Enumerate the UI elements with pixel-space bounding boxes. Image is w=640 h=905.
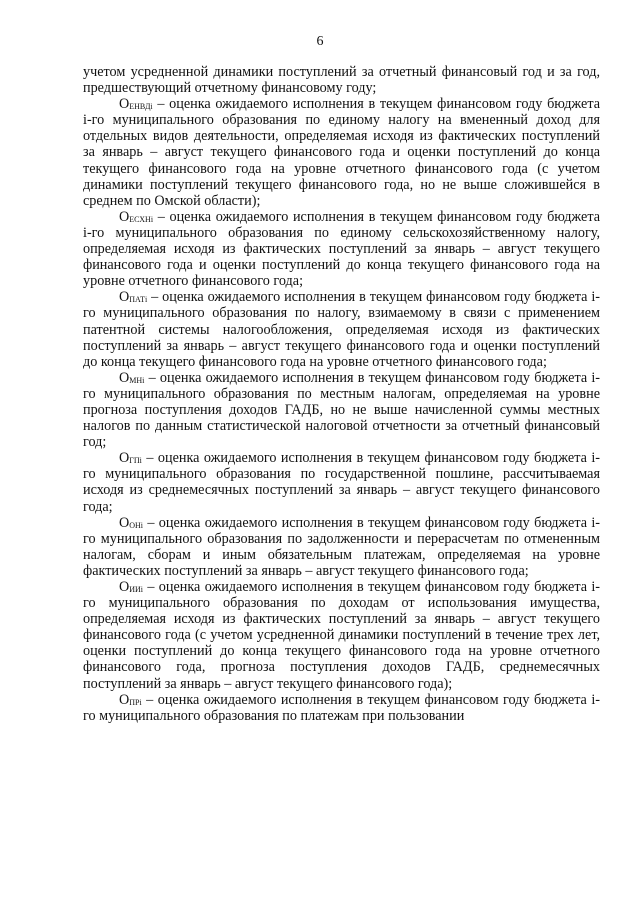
- definition-text: – оценка ожидаемого исполнения в текущем финансовом году бюджета i-го муниципального образования по задолженности и перерасчетам по отмененным налогам, сборам и иным обязательным платежам, определяемая на уровне фактических поступлений за январь – август текущего финансового года;: [83, 514, 600, 579]
- formula-symbol: О: [119, 691, 130, 708]
- formula-subscript: ПАТi: [129, 295, 148, 305]
- formula-symbol: О: [119, 579, 130, 595]
- definition-on: [83, 515, 600, 579]
- definition-envd: [83, 96, 600, 209]
- definition-text: – оценка ожидаемого исполнения в текущем финансовом году бюджета i-го муниципального образования по единому сельскохозяйственному налогу, определяемая исходя из фактических поступлений за январь – август текущего финансового года и оценки поступлений до конца текущего финансового года на уровне отчетного финансового года;: [83, 208, 600, 290]
- formula-subscript: ОНi: [129, 520, 144, 530]
- formula-subscript: ГПi: [129, 456, 142, 466]
- document-body: [83, 64, 600, 724]
- definition-mn: [83, 370, 600, 450]
- definition-ii: [83, 579, 600, 692]
- intro-paragraph: учетом усредненной динамики поступлений за отчетный финансовый год и за год, предшествующий отчетному финансовому году;: [83, 64, 600, 97]
- formula-symbol: О: [119, 514, 130, 531]
- page-number: 6: [316, 34, 324, 49]
- formula-symbol: О: [119, 96, 130, 113]
- formula-subscript: ЕСХНi: [129, 214, 154, 224]
- definition-pat: [83, 289, 600, 369]
- formula-subscript: ПРi: [129, 697, 142, 707]
- definition-gp: [83, 450, 600, 514]
- definition-pr: [83, 692, 600, 724]
- formula-subscript: ИИi: [129, 585, 144, 594]
- definition-eshn: [83, 209, 600, 289]
- definition-text: – оценка ожидаемого исполнения в текущем финансовом году бюджета i-го муниципального образования по налогу, взимаемому в связи с применением патентной системы налогообложения, определяемая исходя из фактических поступлений за январь – август текущего финансового года и оценки поступлений до конца текущего финансового года на уровне отчетного финансового года;: [83, 289, 600, 370]
- formula-symbol: О: [119, 208, 130, 225]
- definition-text: – оценка ожидаемого исполнения в текущем финансовом году бюджета i-го муниципального образования по доходам от использования имущества, определяемая исходя из фактических поступлений за январь – август текущего финансового года (с учетом усредненной динамики поступлений в течение трех лет, оценки поступлений до конца текущего финансового года на уровне отчетного финансового года, прогноза поступления доходов ГАДБ, среднемесячных поступлений за январь – август текущего финансового года);: [83, 579, 600, 692]
- formula-symbol: О: [119, 289, 130, 306]
- formula-subscript: ЕНВДi: [129, 102, 153, 112]
- formula-subscript: МНi: [129, 375, 145, 385]
- definition-text: – оценка ожидаемого исполнения в текущем финансовом году бюджета i-го муниципального образования по государственной пошлине, рассчитываемая исходя из среднемесячных поступлений за январь – август текущего финансового года;: [83, 450, 600, 515]
- definition-text: – оценка ожидаемого исполнения в текущем финансовом году бюджета i-го муниципального образования по платежам при пользовании: [83, 691, 600, 724]
- formula-symbol: О: [119, 450, 130, 467]
- formula-symbol: О: [119, 369, 130, 386]
- definition-text: – оценка ожидаемого исполнения в текущем финансовом году бюджета i-го муниципального образования по местным налогам, определяемая на уровне прогноза поступления доходов ГАДБ, но не выше начисленной суммы местных налогов по данным статистической налоговой отчетности за отчетный финансовый год;: [83, 369, 600, 451]
- definition-text: – оценка ожидаемого исполнения в текущем финансовом году бюджета i-го муниципального образования по единому налогу на вмененный доход для отдельных видов деятельности, определяемая исходя из фактических поступлений за январь – август текущего финансового года и оценки поступлений до конца текущего финансового года на уровне отчетного финансового года (с учетом динамики поступлений текущего финансового года, но не выше сложившейся в среднем по Омской области);: [83, 96, 600, 209]
